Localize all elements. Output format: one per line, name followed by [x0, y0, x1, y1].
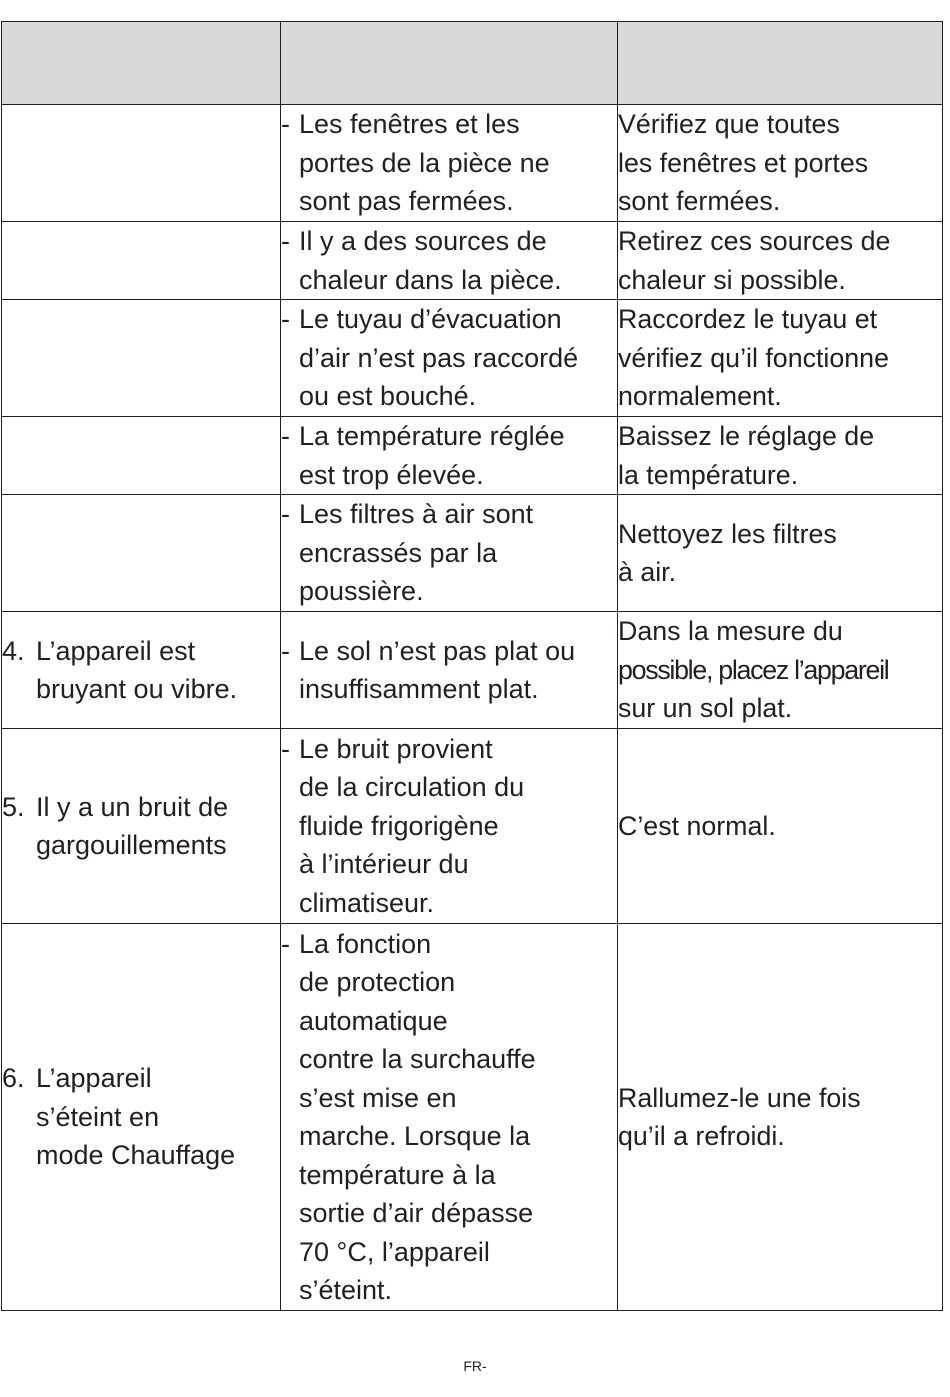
cause-text: température à la	[299, 1159, 496, 1190]
remedy-cell	[618, 495, 943, 612]
cause-text: 70 °C, l’appareil	[299, 1236, 490, 1267]
table-row	[2, 612, 943, 729]
remedy-text: Raccordez le tuyau et	[618, 304, 878, 335]
problem-number: 6.	[2, 1063, 25, 1094]
cause-text: climatiseur.	[299, 887, 435, 918]
cause-text: Le bruit provient	[299, 733, 493, 764]
table-row	[2, 924, 943, 1311]
problem-text: bruyant ou vibre.	[36, 674, 238, 704]
cause-cell	[281, 105, 618, 222]
problem-cell	[2, 924, 281, 1311]
table-header-row	[2, 22, 943, 105]
cause-text: d’air n’est pas raccordé	[299, 342, 579, 373]
header-problem	[2, 22, 281, 105]
bullet-dash: -	[281, 109, 290, 140]
problem-text: gargouillements	[36, 830, 227, 860]
bullet-dash: -	[281, 421, 290, 451]
remedy-text: Dans la mesure du	[618, 616, 843, 647]
remedy-text: sont fermées.	[618, 186, 781, 217]
troubleshooting-table	[1, 21, 943, 1311]
cause-text: poussière.	[299, 576, 424, 607]
header-cause	[281, 22, 618, 105]
remedy-text: les fenêtres et portes	[618, 147, 869, 178]
remedy-text: sur un sol plat.	[618, 693, 793, 724]
remedy-text: la température.	[618, 459, 799, 490]
cause-cell	[281, 729, 618, 924]
cause-cell	[281, 924, 618, 1311]
problem-cell	[2, 495, 281, 612]
bullet-dash: -	[281, 226, 290, 256]
table-row	[2, 729, 943, 924]
table-row	[2, 417, 943, 495]
remedy-cell	[618, 105, 943, 222]
cause-text: de la circulation du	[299, 772, 525, 803]
remedy-text: Baissez le réglage de	[618, 421, 875, 451]
bullet-dash: -	[281, 928, 290, 959]
remedy-text: Vérifiez que toutes	[618, 109, 840, 140]
cause-cell	[281, 300, 618, 417]
remedy-text: vérifiez qu’il fonctionne	[618, 342, 889, 373]
cause-text: est trop élevée.	[299, 459, 484, 490]
problem-text: L’appareil	[36, 1063, 152, 1094]
remedy-cell	[618, 924, 943, 1311]
remedy-cell	[618, 612, 943, 729]
problem-number: 5.	[2, 791, 25, 822]
cause-text: ou est bouché.	[299, 381, 477, 412]
cause-text: sortie d’air dépasse	[299, 1198, 534, 1228]
cause-text: Il y a des sources de	[299, 226, 547, 256]
cause-text: s’éteint.	[299, 1275, 393, 1305]
problem-cell	[2, 729, 281, 924]
cause-cell	[281, 612, 618, 729]
table-row	[2, 300, 943, 417]
remedy-text: à air.	[618, 557, 677, 587]
bullet-dash: -	[281, 499, 290, 530]
cause-text: Les filtres à air sont	[299, 499, 534, 530]
remedy-text: possible, placez l’appareil	[618, 654, 889, 685]
remedy-text: chaleur si possible.	[618, 264, 846, 295]
cause-text: La fonction	[299, 928, 432, 959]
cause-text: à l’intérieur du	[299, 849, 469, 880]
problem-cell	[2, 300, 281, 417]
bullet-dash: -	[281, 733, 290, 764]
problem-text: Il y a un bruit de	[36, 791, 229, 822]
problem-text: L’appareil est	[36, 635, 196, 666]
table-row	[2, 222, 943, 300]
remedy-text: C’est normal.	[618, 810, 776, 841]
problem-cell	[2, 222, 281, 300]
bullet-dash: -	[281, 635, 290, 666]
cause-text: s’est mise en	[299, 1082, 457, 1113]
cause-text: Les fenêtres et les	[299, 109, 520, 140]
cause-text: chaleur dans la pièce.	[299, 264, 562, 295]
problem-cell	[2, 612, 281, 729]
table-row	[2, 105, 943, 222]
remedy-cell	[618, 300, 943, 417]
table-row	[2, 495, 943, 612]
cause-text: contre la surchauffe	[299, 1044, 536, 1074]
problem-number: 4.	[2, 635, 25, 666]
remedy-text: normalement.	[618, 381, 782, 412]
remedy-text: Retirez ces sources de	[618, 226, 891, 256]
cause-text: portes de la pièce ne	[299, 147, 550, 178]
page-footer	[0, 1357, 950, 1375]
remedy-cell	[618, 222, 943, 300]
cause-text: de protection	[299, 967, 456, 997]
cause-text: insuffisamment plat.	[299, 674, 539, 704]
problem-text: mode Chauffage	[36, 1140, 236, 1171]
cause-text: Le sol n’est pas plat ou	[299, 635, 576, 666]
problem-cell	[2, 105, 281, 222]
remedy-text: Rallumez-le une fois	[618, 1082, 861, 1113]
cause-text: encrassés par la	[299, 537, 498, 568]
cause-cell	[281, 495, 618, 612]
remedy-text: Nettoyez les filtres	[618, 518, 837, 549]
remedy-cell	[618, 417, 943, 495]
remedy-cell	[618, 729, 943, 924]
problem-cell	[2, 417, 281, 495]
cause-text: sont pas fermées.	[299, 186, 514, 217]
cause-text: La température réglée	[299, 421, 565, 451]
remedy-text: qu’il a refroidi.	[618, 1121, 785, 1151]
cause-text: fluide frigorigène	[299, 810, 499, 841]
header-remedy	[618, 22, 943, 105]
cause-text: marche. Lorsque la	[299, 1121, 531, 1151]
cause-cell	[281, 417, 618, 495]
bullet-dash: -	[281, 304, 290, 335]
cause-text: Le tuyau d’évacuation	[299, 304, 562, 335]
cause-cell	[281, 222, 618, 300]
problem-text: s’éteint en	[36, 1101, 160, 1132]
page-number-label: FR-	[463, 1358, 487, 1374]
cause-text: automatique	[299, 1005, 448, 1036]
